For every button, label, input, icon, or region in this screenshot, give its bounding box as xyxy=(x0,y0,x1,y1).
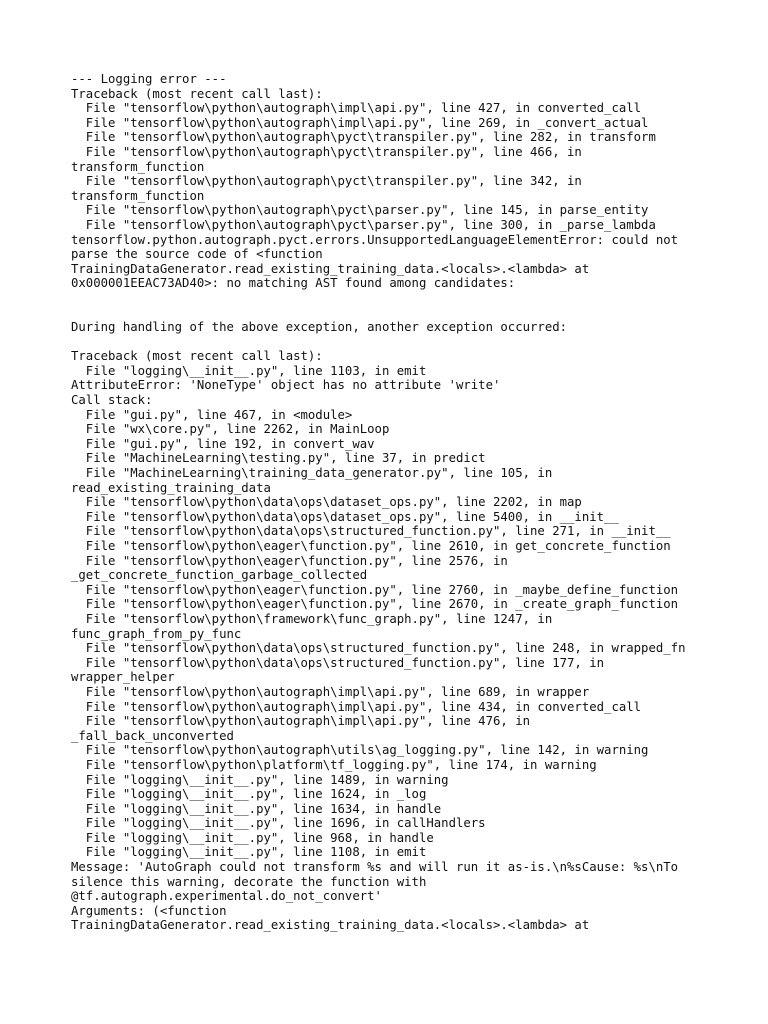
log-line: File "tensorflow\python\autograph\pyct\parser.py", line 145, in parse_entity xyxy=(71,203,649,218)
log-line: File "logging\__init__.py", line 1489, in warning xyxy=(71,772,449,787)
log-line: File "logging\__init__.py", line 968, in handle xyxy=(71,830,434,845)
log-line: File "gui.py", line 467, in <module> xyxy=(71,407,353,422)
log-line: File "logging\__init__.py", line 1696, in callHandlers xyxy=(71,816,486,831)
log-line: 0x000001EEAC73AD40>: no matching AST found among candidates: xyxy=(71,276,516,291)
log-line xyxy=(71,291,685,306)
log-line: read_existing_training_data xyxy=(71,480,271,495)
log-line: File "tensorflow\python\data\ops\dataset_ops.py", line 2202, in map xyxy=(71,495,582,510)
log-line: Traceback (most recent call last): xyxy=(71,349,323,364)
traceback-log-text xyxy=(71,72,685,933)
log-line: File "tensorflow\python\autograph\utils\ag_logging.py", line 142, in warning xyxy=(71,743,649,758)
log-line: File "logging\__init__.py", line 1108, in emit xyxy=(71,845,427,860)
log-line: File "tensorflow\python\autograph\impl\api.py", line 269, in _convert_actual xyxy=(71,115,649,130)
log-line: File "MachineLearning\testing.py", line 37, in predict xyxy=(71,451,486,466)
log-line: _get_concrete_function_garbage_collected xyxy=(71,568,368,583)
log-line: Message: 'AutoGraph could not transform %s and will run it as-is.\n%sCause: %s\nTo xyxy=(71,860,679,875)
log-line: TrainingDataGenerator.read_existing_training_data.<locals>.<lambda> at xyxy=(71,918,590,933)
log-line: --- Logging error --- xyxy=(71,72,227,86)
log-line: File "tensorflow\python\data\ops\structured_function.py", line 248, in wrapped_fn xyxy=(71,641,686,656)
log-line: _fall_back_unconverted xyxy=(71,728,234,743)
log-line: File "logging\__init__.py", line 1634, in handle xyxy=(71,801,442,816)
log-line: File "tensorflow\python\autograph\impl\api.py", line 689, in wrapper xyxy=(71,684,590,699)
log-line: File "tensorflow\python\autograph\pyct\transpiler.py", line 342, in xyxy=(71,174,582,189)
log-line: transform_function xyxy=(71,159,205,174)
log-line: AttributeError: 'NoneType' object has no attribute 'write' xyxy=(71,378,501,393)
log-line: File "logging\__init__.py", line 1103, in emit xyxy=(71,363,427,378)
log-line: parse the source code of <function xyxy=(71,247,323,262)
log-line: silence this warning, decorate the function with xyxy=(71,874,427,889)
log-line: File "tensorflow\python\data\ops\dataset_ops.py", line 5400, in __init__ xyxy=(71,509,619,524)
log-line: File "tensorflow\python\autograph\pyct\transpiler.py", line 466, in xyxy=(71,144,582,159)
log-line: File "gui.py", line 192, in convert_wav xyxy=(71,436,375,451)
log-line xyxy=(71,306,685,321)
log-line: File "tensorflow\python\eager\function.py", line 2576, in xyxy=(71,553,508,568)
log-line: Call stack: xyxy=(71,393,153,408)
log-line: transform_function xyxy=(71,188,205,203)
log-line: TrainingDataGenerator.read_existing_training_data.<locals>.<lambda> at xyxy=(71,261,590,276)
log-line: During handling of the above exception, another exception occurred: xyxy=(71,320,568,335)
log-line: @tf.autograph.experimental.do_not_convert' xyxy=(71,889,382,904)
log-line: File "logging\__init__.py", line 1624, in _log xyxy=(71,787,427,802)
log-line: File "wx\core.py", line 2262, in MainLoop xyxy=(71,422,390,437)
log-line: File "tensorflow\python\eager\function.py", line 2760, in _maybe_define_function xyxy=(71,582,679,597)
log-line: File "tensorflow\python\autograph\impl\api.py", line 427, in converted_call xyxy=(71,101,642,116)
log-line: File "tensorflow\python\autograph\impl\api.py", line 476, in xyxy=(71,714,531,729)
log-line: Traceback (most recent call last): xyxy=(71,86,323,101)
log-line: File "MachineLearning\training_data_generator.py", line 105, in xyxy=(71,466,553,481)
log-line: File "tensorflow\python\autograph\pyct\transpiler.py", line 282, in transform xyxy=(71,130,656,145)
log-line: File "tensorflow\python\autograph\pyct\parser.py", line 300, in _parse_lambda xyxy=(71,217,656,232)
log-line: File "tensorflow\python\eager\function.py", line 2610, in get_concrete_function xyxy=(71,539,671,553)
log-line: wrapper_helper xyxy=(71,670,175,685)
log-line: Arguments: (<function xyxy=(71,903,227,918)
log-line xyxy=(71,335,685,350)
log-line: tensorflow.python.autograph.pyct.errors.UnsupportedLanguageElementError: could not xyxy=(71,232,679,247)
log-line: func_graph_from_py_func xyxy=(71,626,242,641)
log-line: File "tensorflow\python\framework\func_graph.py", line 1247, in xyxy=(71,611,553,626)
log-line: File "tensorflow\python\data\ops\structured_function.py", line 271, in __init__ xyxy=(71,524,671,539)
log-line: File "tensorflow\python\autograph\impl\api.py", line 434, in converted_call xyxy=(71,699,642,714)
log-line: File "tensorflow\python\platform\tf_logging.py", line 174, in warning xyxy=(71,757,597,772)
log-line: File "tensorflow\python\eager\function.py", line 2670, in _create_graph_function xyxy=(71,597,679,612)
log-line: File "tensorflow\python\data\ops\structured_function.py", line 177, in xyxy=(71,655,605,670)
